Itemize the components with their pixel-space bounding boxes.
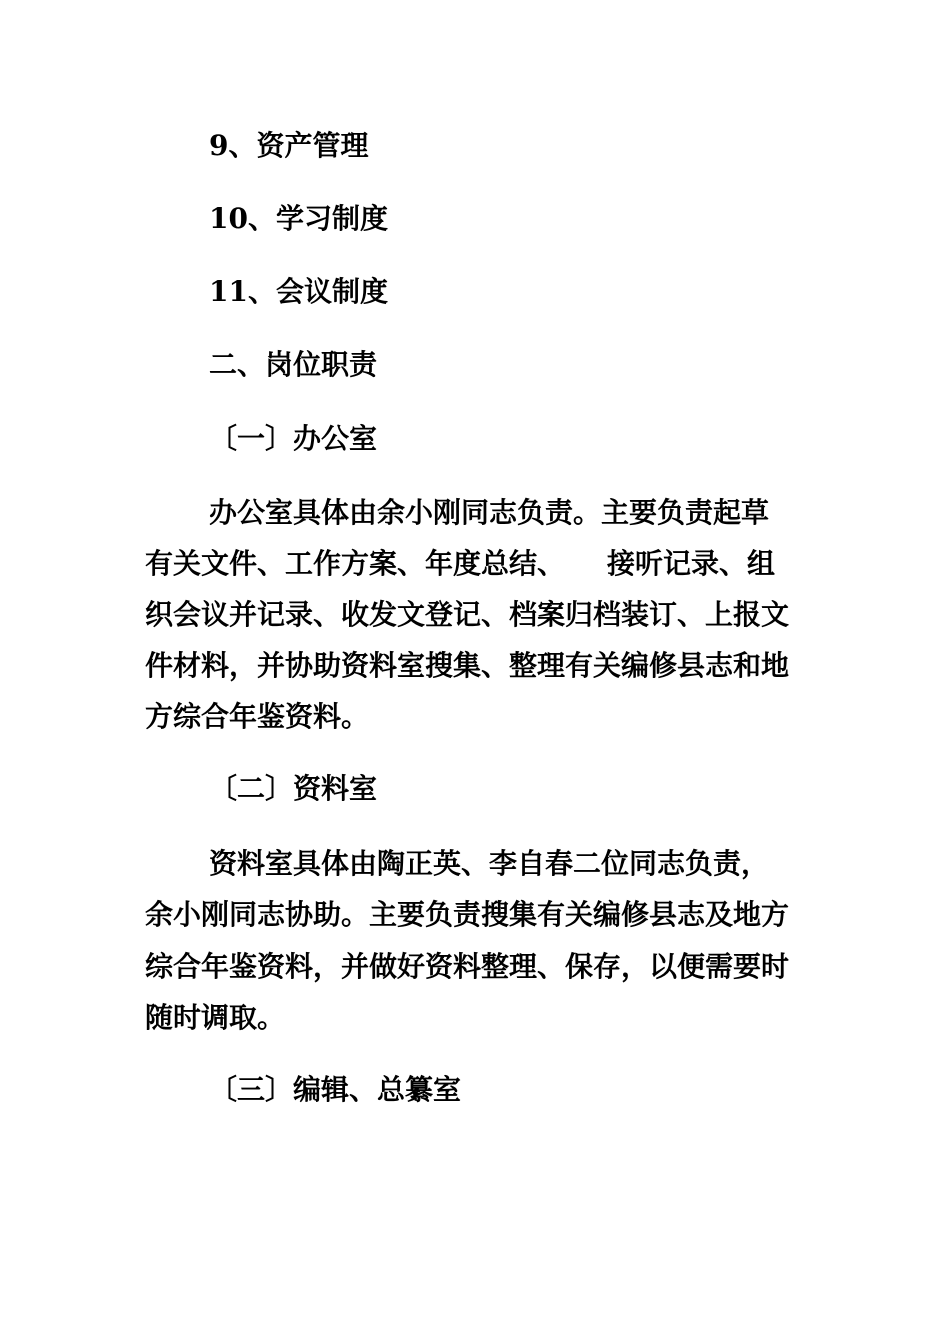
- list-item-asset-management: 9、资产管理: [209, 129, 369, 162]
- archive-paragraph-line: 随时调取。: [145, 1001, 286, 1034]
- archive-paragraph-line: 余小刚同志协助。主要负责搜集有关编修县志及地方: [145, 898, 790, 931]
- office-paragraph-line: 办公室具体由余小刚同志负责。主要负责起草: [209, 496, 770, 529]
- office-paragraph-line: 方综合年鉴资料。: [145, 700, 370, 733]
- subsection-heading-office: 〔一〕办公室: [209, 422, 378, 455]
- subsection-heading-archive: 〔二〕资料室: [209, 772, 378, 805]
- office-paragraph-line: 件材料，并协助资料室搜集、整理有关编修县志和地: [145, 649, 790, 682]
- office-paragraph-line: 织会议并记录、收发文登记、档案归档装订、上报文: [145, 598, 790, 631]
- list-item-meeting-system: 11、会议制度: [209, 275, 388, 308]
- subsection-heading-editorial: 〔三〕编辑、总纂室: [209, 1073, 462, 1106]
- archive-paragraph-line: 综合年鉴资料，并做好资料整理、保存，以便需要时: [145, 950, 790, 983]
- archive-paragraph-line: 资料室具体由陶正英、李自春二位同志负责，: [209, 847, 770, 880]
- office-paragraph-line: 有关文件、工作方案、年度总结、 接听记录、组: [145, 547, 776, 580]
- list-item-study-system: 10、学习制度: [209, 202, 388, 235]
- section-heading-job-duties: 二、岗位职责: [209, 348, 378, 381]
